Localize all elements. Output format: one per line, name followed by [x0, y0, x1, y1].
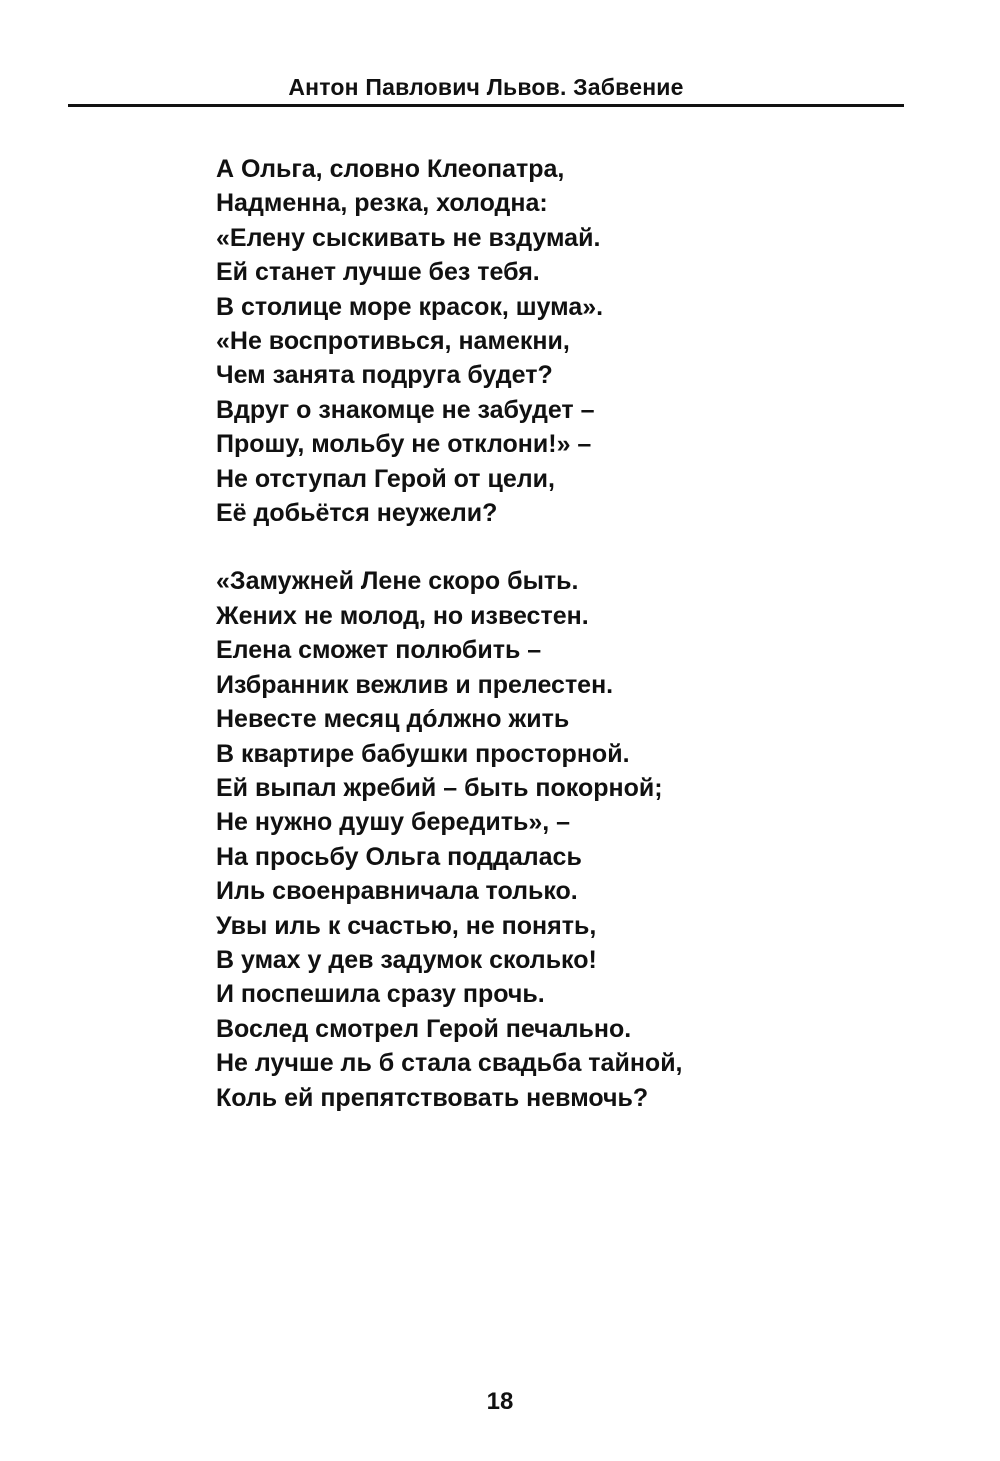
poem-line: Иль своенравничала только.	[216, 877, 578, 906]
poem-line: И поспешила сразу прочь.	[216, 980, 545, 1009]
poem-line: Не лучше ль б стала свадьба тайной,	[216, 1049, 683, 1078]
poem-line: Ей выпал жребий – быть покорной;	[216, 773, 663, 802]
poem	[216, 152, 916, 1115]
poem-line: Елена сможет полюбить –	[216, 636, 542, 665]
poem-line: На просьбу Ольга поддалась	[216, 842, 582, 871]
poem-line: Коль ей препятствовать невмочь?	[216, 1083, 649, 1112]
running-title: Антон Павлович Львов. Забвение	[288, 74, 684, 100]
poem-line: «Елену сыскивать не вздумай.	[216, 223, 601, 252]
poem-line: Чем занята подруга будет?	[216, 361, 553, 390]
poem-line: А Ольга, словно Клеопатра,	[216, 155, 565, 183]
poem-line: Невесте месяц дóлжно жить	[216, 705, 570, 734]
poem-line: В квартире бабушки просторной.	[216, 739, 630, 768]
page-number: 18	[486, 1388, 514, 1415]
poem-line: Ей станет лучше без тебя.	[216, 258, 540, 287]
stanza-2	[216, 564, 916, 1115]
poem-line: Вдруг о знакомце не забудет –	[216, 395, 595, 424]
poem-line: Жених не молод, но известен.	[216, 601, 589, 630]
poem-line: Избранник вежлив и прелестен.	[216, 670, 614, 699]
poem-line: «Замужней Лене скоро быть.	[216, 567, 579, 596]
running-header	[68, 70, 904, 107]
poem-line: «Не воспротивься, намекни,	[216, 327, 570, 356]
poem-line: Не отступал Герой от цели,	[216, 464, 555, 493]
poem-line: Не нужно душу бередить», –	[216, 808, 571, 837]
poem-line: Увы иль к счастью, не понять,	[216, 911, 597, 940]
poem-line: В столице море красок, шума».	[216, 292, 604, 321]
poem-line: В умах у дев задумок сколько!	[216, 945, 597, 974]
poem-line: Вослед смотрел Герой печально.	[216, 1014, 632, 1043]
poem-line: Надменна, резка, холодна:	[216, 189, 548, 218]
poem-line: Её добьётся неужели?	[216, 499, 498, 528]
poem-line: Прошу, мольбу не отклони!» –	[216, 430, 592, 459]
stanza-1	[216, 152, 916, 530]
